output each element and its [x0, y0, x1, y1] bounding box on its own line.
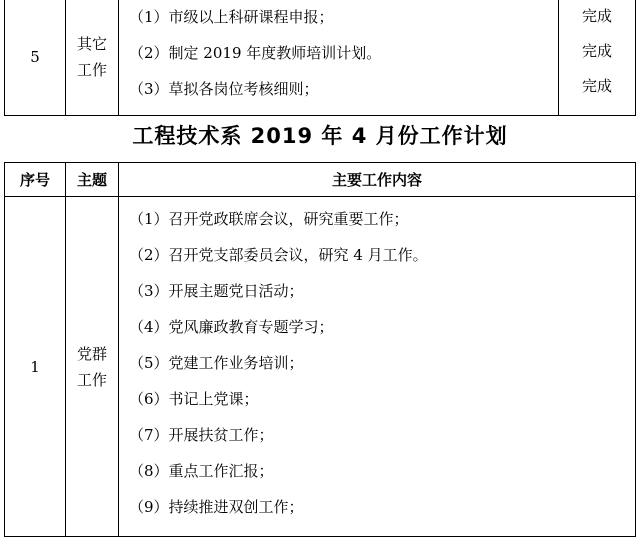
list-item: （2）制定 2019 年度教师培训计划。	[129, 44, 382, 62]
list-item: （1）市级以上科研课程申报；	[129, 8, 334, 26]
topic-line: 工作	[76, 61, 107, 79]
list-item: （6）书记上党课；	[129, 390, 259, 408]
list-item: （9）持续推进双创工作；	[129, 498, 304, 516]
list-item: （3）开展主题党日活动；	[129, 282, 304, 300]
section-title: 工程技术系 2019 年 4 月份工作计划	[132, 124, 508, 148]
topic-line: 其它	[76, 35, 107, 53]
header-no: 序号	[5, 163, 66, 197]
row-topic	[66, 197, 119, 537]
list-item: （7）开展扶贫工作；	[129, 426, 274, 444]
april-plan-table	[4, 162, 636, 537]
row-number: 1	[5, 197, 66, 537]
list-item: （5）党建工作业务培训；	[129, 354, 304, 372]
list-item: （2）召开党支部委员会议，研究 4 月工作。	[129, 246, 428, 264]
list-item: （8）重点工作汇报；	[129, 462, 274, 480]
table-row	[5, 0, 636, 116]
status-text: 完成	[581, 42, 612, 60]
row-topic	[66, 0, 119, 116]
list-item: （1）召开党政联席会议，研究重要工作；	[129, 210, 409, 228]
status-text: 完成	[581, 77, 612, 95]
topic-line: 工作	[76, 370, 107, 389]
status-text: 完成	[581, 7, 612, 25]
topic-line: 党群	[76, 344, 107, 363]
row-number: 5	[5, 0, 66, 116]
previous-plan-table	[4, 0, 636, 116]
table-row	[5, 197, 636, 537]
work-items	[119, 0, 559, 116]
header-topic: 主题	[66, 163, 119, 197]
work-items	[119, 197, 636, 537]
header-content: 主要工作内容	[119, 163, 636, 197]
header-row	[5, 163, 636, 197]
list-item: （4）党风廉政教育专题学习；	[129, 318, 334, 336]
status-column	[559, 0, 636, 116]
list-item: （3）草拟各岗位考核细则；	[129, 80, 319, 98]
